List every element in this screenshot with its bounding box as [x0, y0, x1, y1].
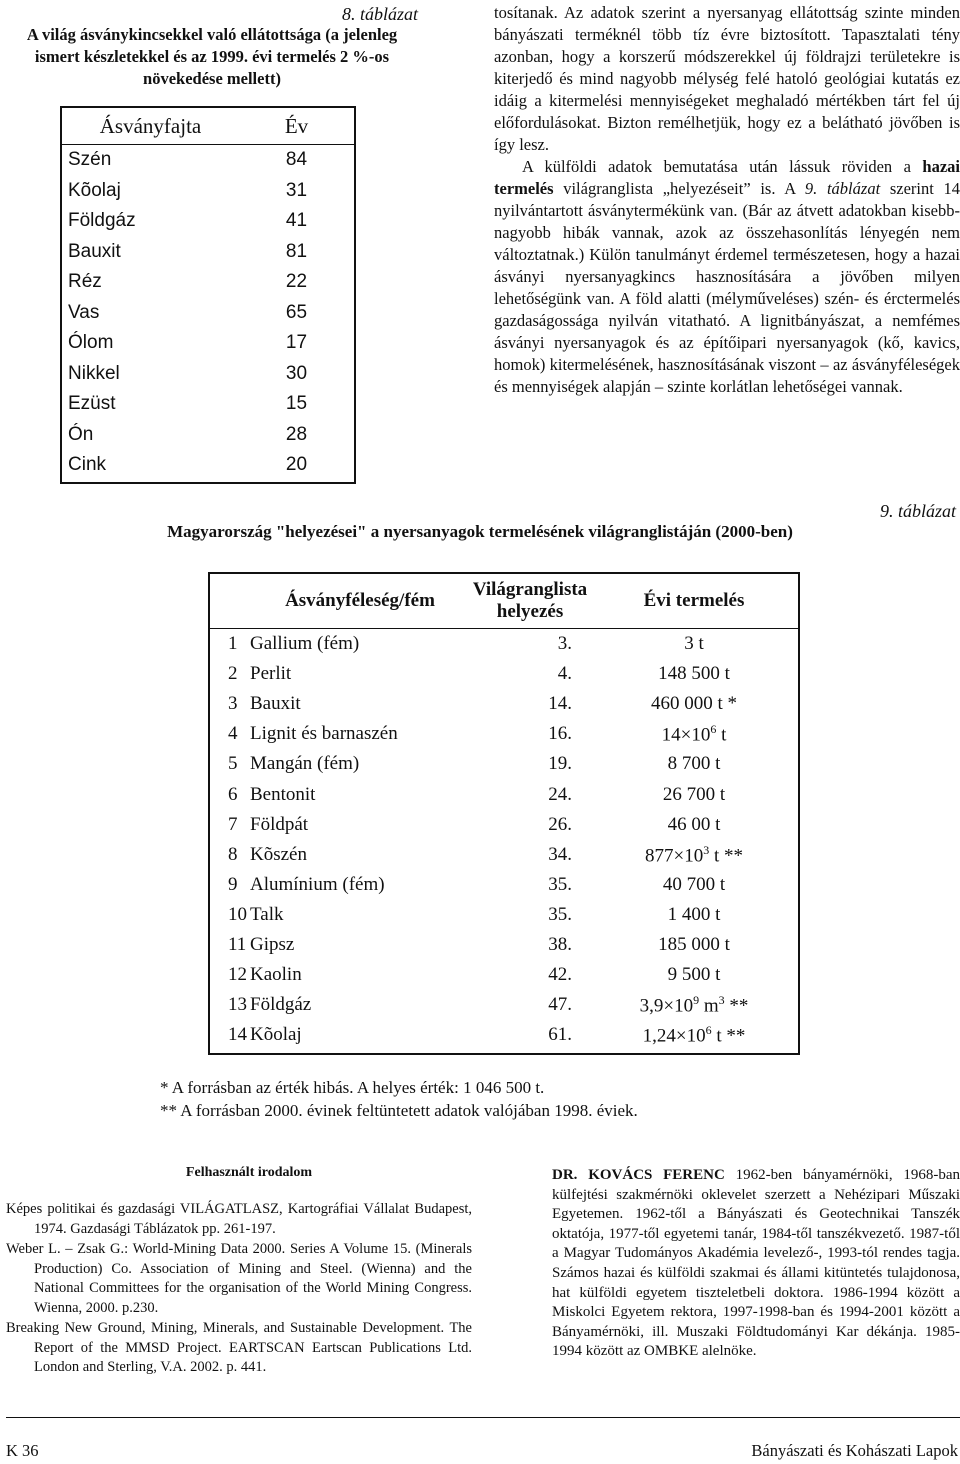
table9-cell-production: 460 000 t * [650, 693, 738, 715]
table9-cell-index: 10 [228, 903, 247, 925]
text-run: szerint 14 nyilvántartott ásványtermékünk van. (Bár az átvett adatokban kisebb-nagyobb hibák vannak, azok az összehasonlítás lényegén nem változtatnak.) Külön tanulmányt érdemel természetesen, hogy a hazai ásványi nyersanyagkincs hasznosítására a jövőben milyen lehetőségünk van. A föld alatti (mélyműveléses) szén- és érctermelés gazdaságossága nyilván vitatható. A lignitbányászat, a nemfémes ásványi nyersanyagok és az építőipari nyersanyagok (kő, kavics, homok) kitermelésének, hasznosításának viszont – az ásványféleségek és mennyiségek alapján – szinte korlátlan lehetőségei vannak. [494, 179, 960, 396]
table9-body [210, 629, 798, 1051]
table9-cell-production: 46 00 t [667, 813, 721, 835]
table8-cell-year: 84 [285, 149, 308, 171]
table9-title: Magyarország "helyezései" a nyersanyagok termelésének világranglistáján (2000-ben) [167, 522, 793, 541]
table9-cell-mineral: Földgáz [250, 994, 312, 1016]
exponent: 9 [693, 993, 700, 1007]
author-bio-text: 1962-ben bányamérnöki, 1968-ban külfejtési szakmérnöki oklevelet szerzett a Nehézipari Műszaki Egyetemen. 1962-től a Bányászati és Geotechnikai Tanszék oktatója, 1977-től egyetemi tanár, 1984-től tanszékvezető. 1987-től a Magyar Tudományos Akadémia levelező-, 1993-tól rendes tagja. Számos hazai és külföldi szakmai és állami kitüntetés tulajdonosa, hat külföldi egyetem tiszteletbeli doktora. 1986-1994 között a Miskolci Egyetem rektora, 1997-1998-ban és 1994-2001 között a Bányamérnöki, ill. Muszaki Földtudományi Kar dékánja. 1985-1994 között az OMBKE alelnöke. [552, 1167, 960, 1360]
table9-number: 9. táblázat [879, 501, 956, 521]
table9-cell-mineral: Kõolaj [250, 1024, 302, 1046]
table8-row [62, 328, 354, 359]
table9-row [210, 1020, 798, 1050]
table9-cell-index: 6 [228, 783, 238, 805]
table9-cell-mineral: Mangán (fém) [250, 753, 360, 775]
table8-cell-mineral: Ezüst [68, 393, 116, 415]
table9-cell-rank: 14. [548, 693, 572, 715]
table8-row [62, 450, 354, 481]
table8-cell-year: 17 [285, 332, 308, 354]
table9-cell-production: $877\times 10^3$ t ** [645, 842, 743, 866]
table9-cell-mineral: Perlit [250, 663, 292, 685]
literature-item: Weber L. – Zsak G.: World-Mining Data 2000. Series A Volume 15. (Minerals Production) Co. Association of Mining and Steel. (Wienna) and the National Committees for the organisation of the World Mining Congress. Wienna, 2000. p.230. [6, 1241, 472, 1316]
table9-header-mineral: Ásványféleség/fém [250, 574, 470, 629]
table9-header-rank: Világranglista helyezés [470, 574, 590, 629]
literature-item: Breaking New Ground, Mining, Minerals, and Sustainable Development. The Report of the MMSD Project. EARTSCAN Eartscan Publications Ltd. London and Sterling, V.A. 2002. p. 441. [6, 1320, 472, 1375]
table9-cell-index: 12 [228, 964, 247, 986]
table8-cell-mineral: Ólom [68, 332, 114, 354]
journal-name: Bányászati és Kohászati Lapok [751, 1441, 958, 1460]
table9-cell-production: 8 700 t [667, 753, 721, 775]
table9-cell-index: 1 [228, 633, 238, 655]
table9-cell-mineral: Talk [250, 903, 284, 925]
text-run: világranglista „helyezéseit” is. A [553, 179, 805, 198]
table8-header-mineral: Ásványfajta [62, 108, 239, 145]
table8-number: 8. táblázat [341, 4, 418, 24]
table8-cell-year: 22 [285, 271, 308, 293]
table9-cell-rank: 4. [557, 663, 572, 685]
table9-cell-rank: 19. [548, 753, 572, 775]
exponent: 6 [705, 1023, 712, 1038]
author-name: DR. KOVÁCS FERENC [552, 1167, 725, 1183]
table9-cell-index: 4 [228, 723, 238, 745]
table9-cell-rank: 26. [548, 813, 572, 835]
table9-cell-index: 14 [228, 1024, 247, 1046]
table9-cell-rank: 16. [548, 723, 572, 745]
exponent: 3 [703, 842, 710, 857]
table-reference: 9. táblázat [804, 179, 881, 198]
table9-cell-mineral: Kõszén [250, 843, 307, 865]
table9-cell-mineral: Gipsz [250, 933, 295, 955]
table9-row [210, 749, 798, 779]
table8-cell-mineral: Vas [68, 301, 100, 323]
table9-cell-production: 3 t [684, 633, 704, 655]
footer-divider [6, 1417, 960, 1418]
table9-cell-rank: 38. [548, 933, 572, 955]
table9-row [210, 659, 798, 689]
paragraph: tosítanak. Az adatok szerint a nyersanyag ellátottság szinte minden bányászati terméknél több tíz évre biztosított. Tapasztalati tény azonban, hogy a korszerű módszerekkel új földrajzi területekre is kiterjedő és mind nagyobb mélység felé hatoló geológiai kutatás ez idáig a kitermelési mennyiségeket meghaladó mértékben tárt fel új előfordulásokat. Bizton remélhetjük, hogy ez a belátható jövőben is így lesz. [494, 3, 960, 154]
table9-header-production: Évi termelés [590, 574, 798, 629]
table8-cell-mineral: Szén [68, 149, 112, 171]
table8-row [62, 145, 354, 176]
exponent: 3 [718, 993, 725, 1007]
table8-cell-mineral: Kõolaj [68, 179, 121, 201]
table9-row [210, 689, 798, 719]
table9-cell-index: 3 [228, 693, 238, 715]
page-number: K 36 [6, 1441, 39, 1460]
text-run: A külföldi adatok bemutatása után lássuk röviden a [522, 157, 923, 176]
table9-cell-production: $1,24\times 10^6$ t ** [642, 1023, 746, 1047]
table9-row [210, 960, 798, 990]
table8-cell-year: 30 [285, 362, 308, 384]
table9-header-index [210, 574, 250, 629]
table9-cell-mineral: Bentonit [250, 783, 316, 805]
table9-row [210, 870, 798, 900]
table9-cell-production: $14\times 10^6$ t [661, 722, 727, 746]
table9-cell-index: 9 [228, 873, 238, 895]
paragraph [494, 156, 960, 398]
table9-cell-mineral: Földpát [250, 813, 309, 835]
table9-cell-production: 1 400 t [667, 903, 721, 925]
table9-cell-index: 5 [228, 753, 238, 775]
table8-cell-year: 31 [285, 179, 308, 201]
table8-header-year: Év [239, 108, 354, 145]
table8-cell-mineral: Földgáz [68, 210, 136, 232]
table8-header-row [62, 108, 354, 145]
table9-cell-rank: 61. [548, 1024, 572, 1046]
table9-row [210, 930, 798, 960]
table9-row [210, 779, 798, 809]
table9-row [210, 990, 798, 1020]
table9-row [210, 629, 798, 660]
table8-body [62, 145, 354, 481]
table8-row [62, 420, 354, 451]
table8-row [62, 267, 354, 298]
table9-cell-mineral: Kaolin [250, 964, 302, 986]
table8-cell-year: 65 [285, 301, 308, 323]
table9-note-1: * A forrásban az érték hibás. A helyes érték: 1 046 500 t. [160, 1078, 545, 1097]
table9-cell-index: 13 [228, 994, 247, 1016]
table9-row [210, 900, 798, 930]
table8-row [62, 237, 354, 268]
author-bio [552, 1166, 960, 1362]
table9-cell-mineral: Gallium (fém) [250, 633, 360, 655]
table8 [60, 106, 356, 484]
table9-cell-index: 11 [228, 933, 247, 955]
literature-item: Képes politikai és gazdasági VILÁGATLASZ, Kartográfiai Vállalat Budapest, 1974. Gazdasági Táblázatok pp. 261-197. [6, 1201, 472, 1237]
table9-cell-mineral: Alumínium (fém) [250, 873, 385, 895]
table8-cell-mineral: Nikkel [68, 362, 120, 384]
table9-row [210, 810, 798, 840]
table8-row [62, 206, 354, 237]
table9-cell-production: 9 500 t [667, 964, 721, 986]
table9-cell-production: 40 700 t [662, 873, 726, 895]
table9-cell-production: 185 000 t [658, 933, 730, 955]
table9-cell-production: 148 500 t [658, 663, 730, 685]
table8-title: A világ ásványkincsekkel való ellátottsága (a jelenleg ismert készletekkel és az 1999. évi termelés 2 %-os növekedése mellett) [26, 25, 398, 88]
table9-cell-rank: 35. [548, 903, 572, 925]
table8-grid [62, 108, 354, 481]
table9-cell-rank: 35. [548, 873, 572, 895]
table9-note-2: ** A forrásban 2000. évinek feltüntetett adatok valójában 1998. éviek. [160, 1101, 638, 1120]
table8-cell-year: 41 [285, 210, 308, 232]
table8-cell-mineral: Ón [68, 423, 94, 445]
table9-cell-rank: 3. [557, 633, 572, 655]
exponent: 6 [710, 722, 717, 737]
table9-cell-index: 2 [228, 663, 238, 685]
table9-row [210, 840, 798, 870]
table9-cell-rank: 24. [548, 783, 572, 805]
table8-cell-mineral: Cink [68, 454, 107, 476]
table8-cell-year: 81 [285, 240, 308, 262]
table9-cell-index: 7 [228, 813, 238, 835]
table8-cell-year: 28 [285, 423, 308, 445]
table9-header-row [210, 574, 798, 629]
table8-cell-year: 20 [285, 454, 308, 476]
table9-cell-rank: 47. [548, 994, 572, 1016]
literature-title: Felhasznált irodalom [185, 1165, 313, 1180]
table9-grid [210, 574, 798, 1050]
table9-cell-mineral: Bauxit [250, 693, 301, 715]
table8-row [62, 176, 354, 207]
table8-cell-year: 15 [285, 393, 308, 415]
table8-row [62, 389, 354, 420]
table9-cell-rank: 42. [548, 964, 572, 986]
table9-row [210, 719, 798, 749]
table9-cell-production: $3,9\times 10^9$ $m^3$ ** [639, 993, 749, 1017]
table9-cell-mineral: Lignit és barnaszén [250, 723, 398, 745]
literature-list [6, 1200, 472, 1379]
table9-cell-index: 8 [228, 843, 238, 865]
table8-cell-mineral: Réz [68, 271, 102, 293]
table9 [208, 572, 800, 1055]
text-run-bold: hazai termelés [494, 157, 960, 198]
table8-row [62, 359, 354, 390]
table8-row [62, 298, 354, 329]
article-text [494, 2, 960, 398]
table9-cell-production: 26 700 t [662, 783, 726, 805]
table9-cell-rank: 34. [548, 843, 572, 865]
table8-cell-mineral: Bauxit [68, 240, 121, 262]
